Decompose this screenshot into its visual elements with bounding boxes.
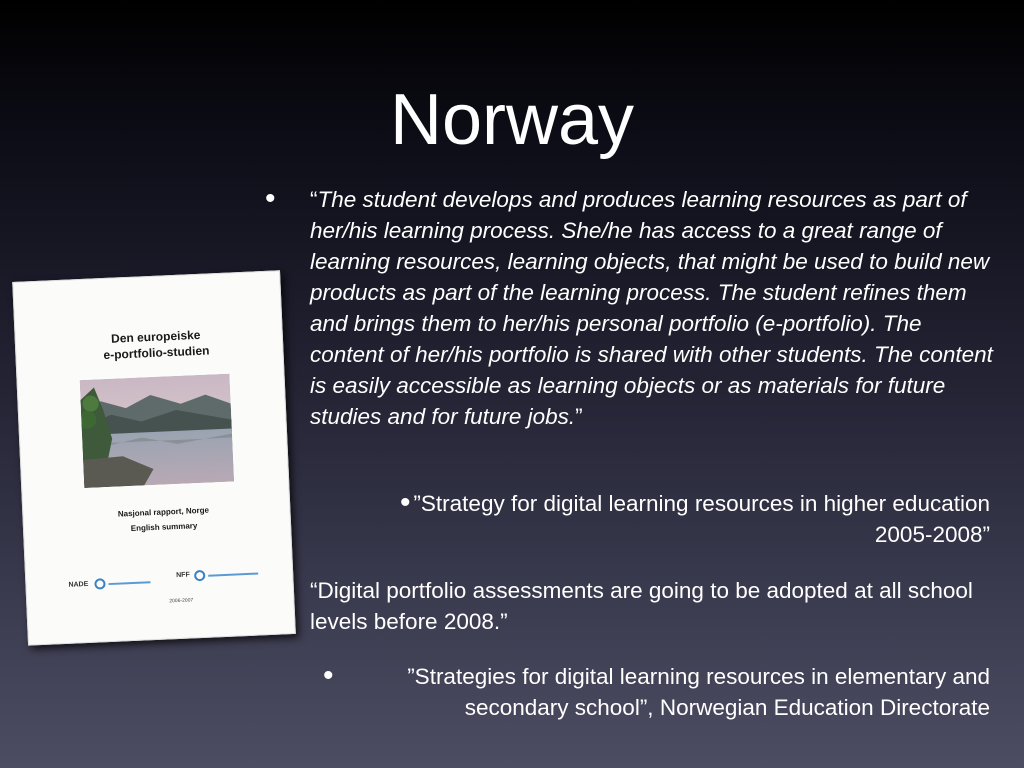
cover-subtitle [63, 500, 264, 539]
logo-divider [208, 573, 258, 577]
cover-year: 2006-2007 [169, 597, 194, 605]
bullet-marker: • [323, 659, 334, 692]
quote-open-mark: “ [310, 187, 318, 212]
slide-title: Norway [389, 80, 635, 160]
cover-subtitle-line2: English summary [130, 521, 198, 534]
fjord-landscape-icon [80, 374, 235, 488]
digital-portfolio-quote: “Digital portfolio assessments are going to be adopted at all school levels before 2008.” [310, 578, 973, 634]
quote-close-mark: ” [575, 404, 583, 429]
strategy-higher-education: ”Strategy for digital learning resources in higher education 2005-2008” [413, 491, 990, 547]
nff-logo-icon [194, 570, 205, 581]
cover-title-line1: Den europeiske [110, 327, 201, 346]
bullet-marker: • [265, 182, 276, 215]
nade-logo-icon [94, 578, 105, 589]
nff-logo-text: NFF [176, 571, 190, 580]
nade-logo-text: NADE [68, 580, 89, 589]
strategy-elementary-secondary: ”Strategies for digital learning resources in elementary and secondary school”, Norwegian Education Directorate [407, 664, 990, 720]
report-cover-image [12, 270, 294, 643]
fjord-photo [80, 374, 235, 488]
student-quote-text: The student develops and produces learning resources as part of her/his learning process. She/he has access to a great range of learning resources, learning objects, that might be used to build new products as part of the learning process. The student refines them and brings them to her/his personal portfolio (e-portfolio). The content of her/his portfolio is shared with other students. The content is easily accessible as learning objects or as materials for future studies and for future jobs. [310, 187, 993, 429]
logo-divider [108, 581, 150, 585]
student-quote [310, 184, 1000, 432]
report-cover [12, 270, 296, 645]
cover-subtitle-line1: Nasjonal rapport, Norge [117, 505, 210, 519]
cover-title [56, 324, 257, 365]
cover-title-line2: e-portfolio-studien [103, 343, 210, 363]
bullet-marker: • [400, 486, 411, 519]
